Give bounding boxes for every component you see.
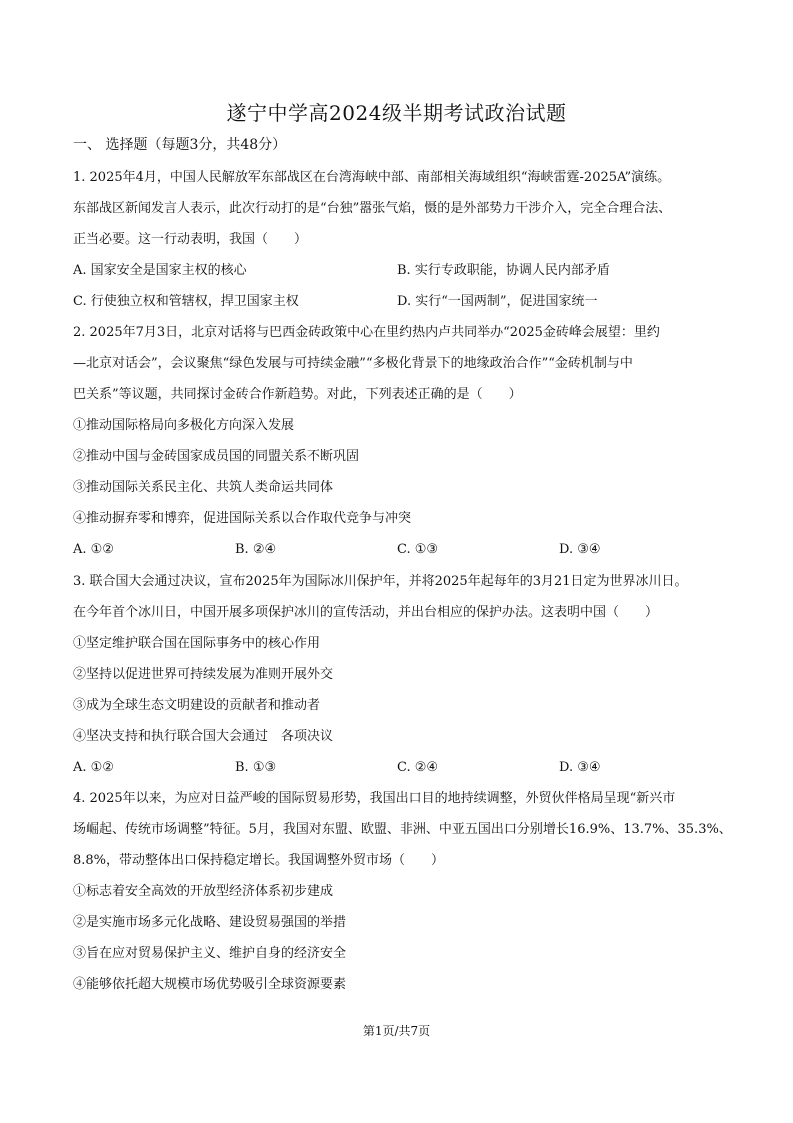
statement-item: ④坚决支持和执行联合国大会通过 各项决议 xyxy=(73,729,334,744)
statement-item: ①坚定维护联合国在国际事务中的核心作用 xyxy=(73,636,321,651)
statement-item: ②推动中国与金砖国家成员国的同盟关系不断巩固 xyxy=(73,449,360,464)
question-1 xyxy=(73,162,723,317)
question-stem-line: 8.8%，带动整体出口保持稳定增长。我国调整外贸市场（ ） xyxy=(73,853,445,868)
statement-item: ④推动摒弃零和博弈，促进国际关系以合作取代竞争与冲突 xyxy=(73,511,412,526)
option-b: B. ②④ xyxy=(235,542,277,557)
statement-item: ④能够依托超大规模市场优势吸引全球资源要素 xyxy=(73,977,347,992)
question-2 xyxy=(73,317,723,565)
section-heading: 一、 选择题（每题3分，共48分） xyxy=(73,137,287,153)
question-stem-line: 4. 2025年以来，为应对日益严峻的国际贸易形势，我国出口目的地持续调整，外贸伙伴格局呈现“新兴市 xyxy=(73,791,676,806)
question-4 xyxy=(73,783,732,1000)
option-d: D. 实行“一国两制”，促进国家统一 xyxy=(397,294,598,309)
options-row xyxy=(73,752,723,783)
option-d: D. ③④ xyxy=(559,760,601,775)
page-footer: 第1页/共7页 xyxy=(362,1024,431,1038)
option-c: C. ①③ xyxy=(397,542,439,557)
question-stem-line: —北京对话会”，会议聚焦“绿色发展与可持续金融”“多极化背景下的地缘政治合作”“金砖机制与中 xyxy=(73,356,633,371)
question-stem-line: 场崛起、传统市场调整”特征。5月，我国对东盟、欧盟、非洲、中亚五国出口分别增长16.9%、13.7%、35.3%、 xyxy=(73,822,732,837)
statement-item: ②坚持以促进世界可持续发展为准则开展外交 xyxy=(73,667,334,682)
question-stem-line: 3. 联合国大会通过决议，宣布2025年为国际冰川保护年，并将2025年起每年的3月21日定为世界冰川日。 xyxy=(73,574,688,589)
statement-item: ③旨在应对贸易保护主义、维护自身的经济安全 xyxy=(73,946,347,961)
page-title: 遂宁中学高2024级半期考试政治试题 xyxy=(226,101,567,125)
option-a: A. ①② xyxy=(73,542,114,557)
question-3 xyxy=(73,566,723,783)
option-d: D. ③④ xyxy=(559,542,601,557)
statement-item: ②是实施市场多元化战略、建设贸易强国的举措 xyxy=(73,915,347,930)
question-stem-line: 2. 2025年7月3日，北京对话将与巴西金砖政策中心在里约热内卢共同举办“2025金砖峰会展望：里约 xyxy=(73,325,660,340)
statement-item: ①标志着安全高效的开放型经济体系初步建成 xyxy=(73,884,334,899)
question-stem-line: 巴关系”等议题，共同探讨金砖合作新趋势。对此，下列表述正确的是（ ） xyxy=(73,387,522,402)
question-stem-line: 1. 2025年4月，中国人民解放军东部战区在台湾海峡中部、南部相关海域组织“海峡雷霆-2025A”演练。 xyxy=(73,170,671,185)
option-b: B. ①③ xyxy=(235,760,277,775)
statement-item: ③推动国际关系民主化、共筑人类命运共同体 xyxy=(73,480,334,495)
options-row xyxy=(73,286,723,317)
options-row xyxy=(73,534,723,565)
options-row xyxy=(73,255,723,286)
option-a: A. ①② xyxy=(73,760,114,775)
question-stem-line: 在今年首个冰川日，中国开展多项保护冰川的宣传活动，并出台相应的保护办法。这表明中国（ ） xyxy=(73,605,659,620)
question-stem-line: 正当必要。这一行动表明，我国（ ） xyxy=(73,232,308,247)
question-stem-line: 东部战区新闻发言人表示，此次行动打的是“台独”嚣张气焰，慑的是外部势力干涉介入，完全合理合法、 xyxy=(73,201,672,216)
statement-item: ③成为全球生态文明建设的贡献者和推动者 xyxy=(73,698,321,713)
option-b: B. 实行专政职能，协调人民内部矛盾 xyxy=(397,263,610,278)
option-c: C. ②④ xyxy=(397,760,439,775)
statement-item: ①推动国际格局向多极化方向深入发展 xyxy=(73,418,295,433)
option-c: C. 行使独立权和管辖权，捍卫国家主权 xyxy=(73,294,299,309)
option-a: A. 国家安全是国家主权的核心 xyxy=(73,263,247,278)
